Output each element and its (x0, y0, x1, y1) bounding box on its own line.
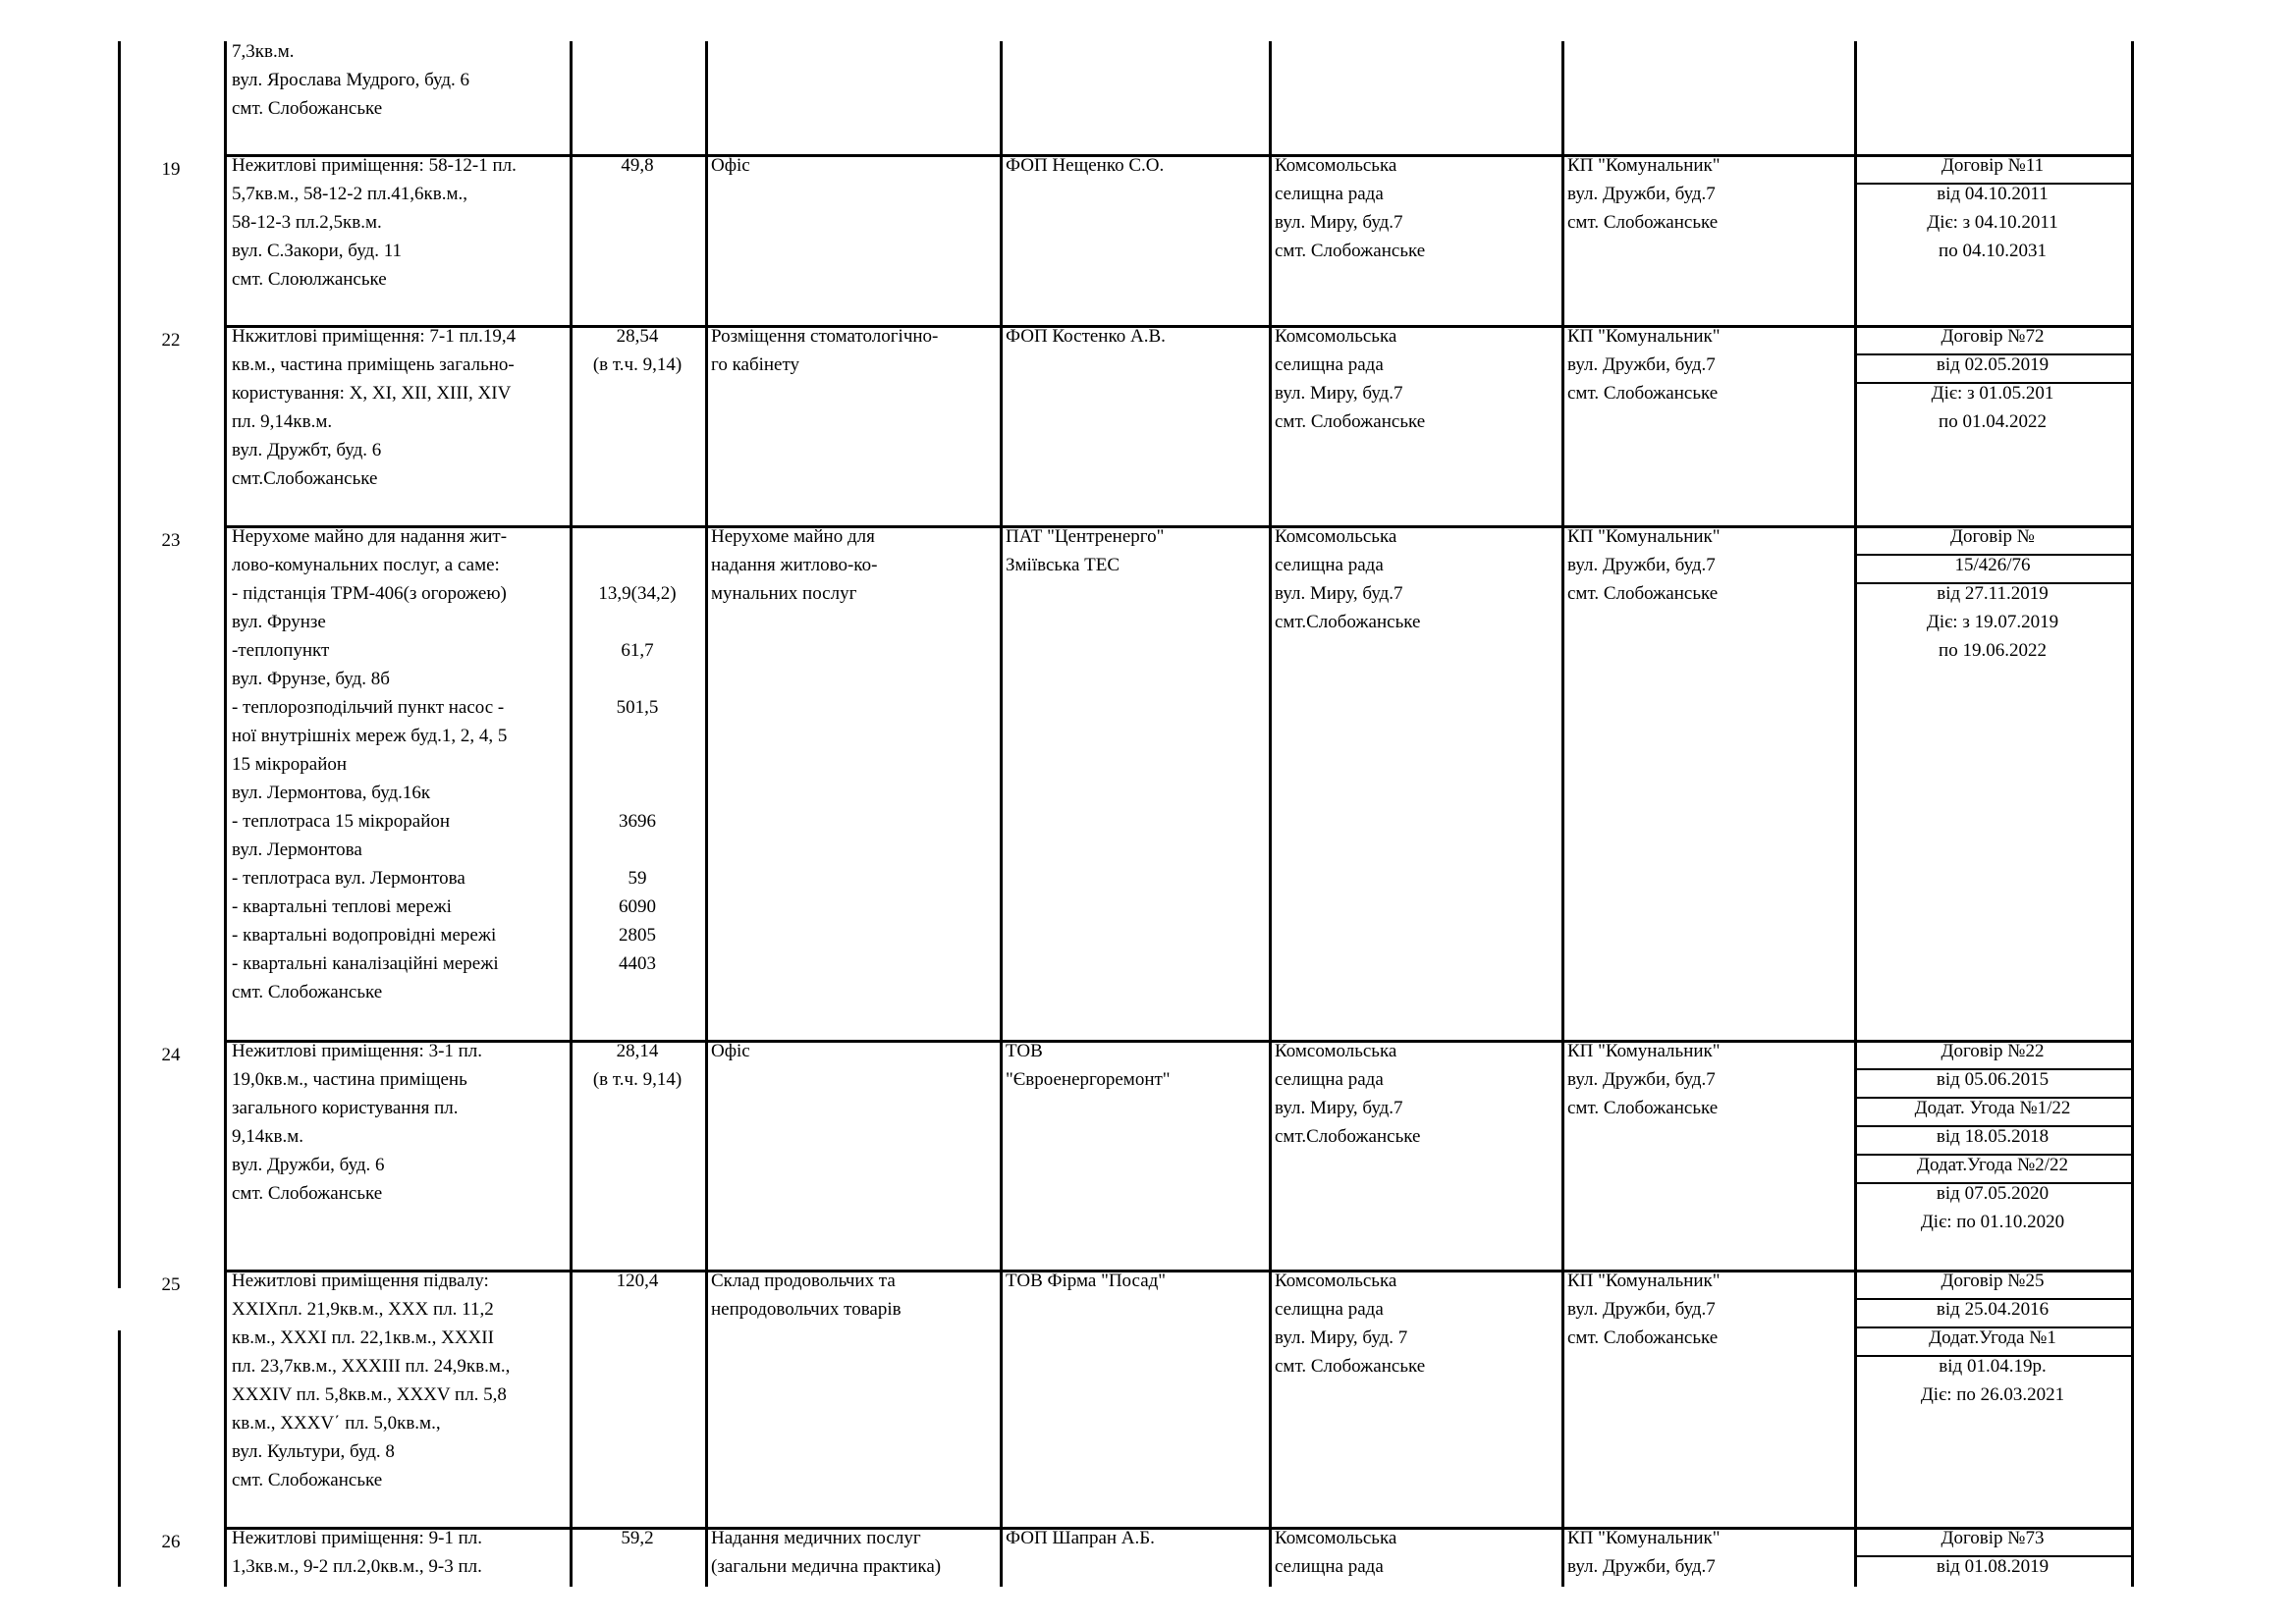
object-description: вул. Лермонтова (232, 839, 362, 860)
area-value: 6090 (619, 896, 656, 917)
balance-holder-text: смт. Слобожанське (1567, 1098, 1719, 1118)
object-description: вул. С.Закори, буд. 11 (232, 241, 402, 261)
owner-text: селищна рада (1275, 555, 1384, 575)
owner-text: Комсомольська (1275, 326, 1397, 347)
object-description: загального користування пл. (232, 1098, 459, 1118)
contract-text: від 27.11.2019 (1937, 583, 2049, 604)
balance-holder-text: КП "Комунальник" (1567, 326, 1721, 347)
tenant-name: Зміївська ТЕС (1006, 555, 1121, 575)
row-number: 23 (161, 530, 181, 551)
owner-text: вул. Миру, буд. 7 (1275, 1327, 1408, 1348)
object-description: - квартальні теплові мережі (232, 896, 452, 917)
area-value: 2805 (619, 925, 656, 946)
owner-text: смт. Слобожанське (1275, 241, 1426, 261)
balance-holder-text: вул. Дружби, буд.7 (1567, 555, 1716, 575)
object-description: пл. 9,14кв.м. (232, 411, 333, 432)
balance-holder-text: смт. Слобожанське (1567, 383, 1719, 404)
contract-text: від 01.08.2019 (1936, 1556, 2050, 1577)
contract-text: Договір № (1950, 526, 2035, 547)
contract-text: Договір №73 (1941, 1528, 2045, 1548)
contract-text: Діє: по 01.10.2020 (1920, 1212, 2065, 1232)
row-number: 22 (161, 330, 181, 351)
purpose-text: непродовольчих товарів (711, 1299, 902, 1320)
object-description: смт.Слобожанське (232, 468, 378, 489)
object-description: - квартальні каналізаційні мережі (232, 953, 499, 974)
column-divider (1269, 41, 1272, 1587)
owner-text: Комсомольська (1275, 155, 1397, 176)
owner-text: селищна рада (1275, 1069, 1384, 1090)
balance-holder-text: КП "Комунальник" (1567, 1528, 1721, 1548)
object-description: 7,3кв.м. (232, 41, 295, 62)
tenant-name: ФОП Нещенко С.О. (1006, 155, 1165, 176)
purpose-text: Склад продовольчих та (711, 1271, 896, 1291)
owner-text: вул. Миру, буд.7 (1275, 212, 1403, 233)
area-value: 120,4 (616, 1271, 659, 1291)
object-description: Нежитлові приміщення підвалу: (232, 1271, 489, 1291)
tenant-name: ФОП Костенко А.В. (1006, 326, 1166, 347)
balance-holder-text: вул. Дружби, буд.7 (1567, 354, 1716, 375)
area-value: 28,54 (616, 326, 659, 347)
object-description: смт. Слобожанське (232, 98, 383, 119)
object-description: вул. Дружбт, буд. 6 (232, 440, 382, 460)
contract-text: Додат.Угода №1 (1929, 1327, 2056, 1348)
owner-text: смт.Слобожанське (1275, 1126, 1421, 1147)
object-description: 1,3кв.м., 9-2 пл.2,0кв.м., 9-3 пл. (232, 1556, 482, 1577)
object-description: вул. Лермонтова, буд.16к (232, 783, 431, 803)
contract-text: Діє: з 04.10.2011 (1927, 212, 2058, 233)
area-value: 61,7 (621, 640, 654, 661)
area-value: 59,2 (621, 1528, 654, 1548)
contract-text: від 01.04.19р. (1939, 1356, 2047, 1377)
balance-holder-text: КП "Комунальник" (1567, 1271, 1721, 1291)
contract-text: від 04.10.2011 (1937, 184, 2049, 204)
tenant-name: ТОВ Фірма "Посад" (1006, 1271, 1167, 1291)
owner-text: селищна рада (1275, 184, 1384, 204)
owner-text: смт.Слобожанське (1275, 612, 1421, 632)
object-description: вул. Ярослава Мудрого, буд. 6 (232, 70, 469, 90)
contract-text: від 18.05.2018 (1936, 1126, 2050, 1147)
object-description: вул. Культури, буд. 8 (232, 1441, 395, 1462)
purpose-text: мунальних послуг (711, 583, 857, 604)
contract-text: 15/426/76 (1954, 555, 2031, 575)
row-number: 25 (161, 1274, 181, 1295)
contract-text: Діє: з 19.07.2019 (1926, 612, 2059, 632)
object-description: Нежитлові приміщення: 9-1 пл. (232, 1528, 483, 1548)
contract-text: по 19.06.2022 (1939, 640, 2047, 661)
area-value: 3696 (619, 811, 656, 832)
owner-text: Комсомольська (1275, 1271, 1397, 1291)
contract-text: Діє: по 26.03.2021 (1920, 1384, 2065, 1405)
balance-holder-text: КП "Комунальник" (1567, 155, 1721, 176)
tenant-name: ПАТ "Центренерго" (1006, 526, 1165, 547)
object-description: вул. Фрунзе (232, 612, 326, 632)
contract-text: Договір №72 (1941, 326, 2045, 347)
object-description: 5,7кв.м., 58-12-2 пл.41,6кв.м., (232, 184, 468, 204)
object-description: ХХІХпл. 21,9кв.м., ХХХ пл. 11,2 (232, 1299, 494, 1320)
contract-text: Додат.Угода №2/22 (1917, 1155, 2068, 1175)
purpose-text: Надання медичних послуг (711, 1528, 921, 1548)
object-description: вул. Фрунзе, буд. 8б (232, 669, 390, 689)
object-description: 9,14кв.м. (232, 1126, 303, 1147)
owner-text: смт. Слобожанське (1275, 1356, 1426, 1377)
object-description: 19,0кв.м., частина приміщень (232, 1069, 467, 1090)
balance-holder-text: смт. Слобожанське (1567, 583, 1719, 604)
contract-text: Додат. Угода №1/22 (1914, 1098, 2071, 1118)
object-description: - підстанція ТРМ-406(з огорожею) (232, 583, 507, 604)
contract-text: від 05.06.2015 (1936, 1069, 2050, 1090)
object-description: 58-12-3 пл.2,5кв.м. (232, 212, 382, 233)
object-description: -теплопункт (232, 640, 330, 661)
purpose-text: Нерухоме майно для (711, 526, 875, 547)
object-description: смт. Слобожанське (232, 1470, 383, 1490)
balance-holder-text: вул. Дружби, буд.7 (1567, 1556, 1716, 1577)
column-divider (1561, 41, 1564, 1587)
object-description: Нежитлові приміщення: 58-12-1 пл. (232, 155, 517, 176)
contract-text: Договір №22 (1941, 1041, 2045, 1061)
object-description: - теплотраса вул. Лермонтова (232, 868, 465, 889)
object-description: - теплорозподільчий пункт насос - (232, 697, 505, 718)
area-value: (в т.ч. 9,14) (592, 1069, 683, 1090)
balance-holder-text: вул. Дружби, буд.7 (1567, 184, 1716, 204)
purpose-text: го кабінету (711, 354, 800, 375)
contract-text: Договір №11 (1941, 155, 2045, 176)
row-number: 19 (161, 159, 181, 180)
purpose-text: надання житлово-ко- (711, 555, 878, 575)
column-divider (705, 41, 708, 1587)
object-description: - теплотраса 15 мікрорайон (232, 811, 451, 832)
owner-text: вул. Миру, буд.7 (1275, 583, 1403, 604)
object-description: користування: Х, ХІ, ХІІ, ХІІІ, ХІV (232, 383, 512, 404)
object-description: Нерухоме майно для надання жит- (232, 526, 508, 547)
object-description: кв.м., частина приміщень загально- (232, 354, 515, 375)
object-description: смт. Слобожанське (232, 1183, 383, 1204)
owner-text: смт. Слобожанське (1275, 411, 1426, 432)
object-description: смт. Слоюлжанське (232, 269, 387, 290)
tenant-name: "Євроенергоремонт" (1006, 1069, 1171, 1090)
area-value: 59 (628, 868, 647, 889)
owner-text: Комсомольська (1275, 526, 1397, 547)
purpose-text: Офіс (711, 1041, 750, 1061)
owner-text: селищна рада (1275, 1556, 1384, 1577)
row-divider (224, 1270, 2134, 1272)
contract-text: Договір №25 (1941, 1271, 2045, 1291)
column-divider (2131, 41, 2134, 1587)
row-divider (224, 1040, 2134, 1043)
table-border-left (118, 41, 121, 1288)
owner-text: Комсомольська (1275, 1528, 1397, 1548)
object-description: лово-комунальних послуг, а саме: (232, 555, 500, 575)
contract-text: Діє: з 01.05.201 (1931, 383, 2054, 404)
contract-text: від 07.05.2020 (1936, 1183, 2050, 1204)
object-description: кв.м., ХХХІ пл. 22,1кв.м., ХХХІІ (232, 1327, 494, 1348)
balance-holder-text: КП "Комунальник" (1567, 1041, 1721, 1061)
object-description: ХХХІV пл. 5,8кв.м., ХХХV пл. 5,8 (232, 1384, 507, 1405)
area-value: (в т.ч. 9,14) (592, 354, 683, 375)
contract-text: по 01.04.2022 (1939, 411, 2047, 432)
owner-text: селищна рада (1275, 354, 1384, 375)
object-description: Нежитлові приміщення: 3-1 пл. (232, 1041, 483, 1061)
purpose-text: Розміщення стоматологічно- (711, 326, 939, 347)
balance-holder-text: смт. Слобожанське (1567, 1327, 1719, 1348)
area-value: 49,8 (621, 155, 654, 176)
owner-text: Комсомольська (1275, 1041, 1397, 1061)
balance-holder-text: вул. Дружби, буд.7 (1567, 1069, 1716, 1090)
tenant-name: ФОП Шапран А.Б. (1006, 1528, 1155, 1548)
object-description: смт. Слобожанське (232, 982, 383, 1002)
balance-holder-text: КП "Комунальник" (1567, 526, 1721, 547)
row-number: 26 (161, 1532, 181, 1552)
object-description: ної внутрішніх мереж буд.1, 2, 4, 5 (232, 726, 508, 746)
purpose-text: (загальни медична практика) (711, 1556, 942, 1577)
object-description: Нкжитлові приміщення: 7-1 пл.19,4 (232, 326, 517, 347)
owner-text: вул. Миру, буд.7 (1275, 383, 1403, 404)
owner-text: вул. Миру, буд.7 (1275, 1098, 1403, 1118)
area-value: 28,14 (616, 1041, 659, 1061)
object-description: пл. 23,7кв.м., ХХХІІІ пл. 24,9кв.м., (232, 1356, 511, 1377)
object-description: - квартальні водопровідні мережі (232, 925, 497, 946)
area-value: 13,9(34,2) (598, 583, 677, 604)
object-description: вул. Дружби, буд. 6 (232, 1155, 385, 1175)
column-divider (224, 41, 227, 1587)
contract-text: від 02.05.2019 (1936, 354, 2050, 375)
balance-holder-text: вул. Дружби, буд.7 (1567, 1299, 1716, 1320)
balance-holder-text: смт. Слобожанське (1567, 212, 1719, 233)
tenant-name: ТОВ (1006, 1041, 1043, 1061)
row-divider (224, 525, 2134, 528)
row-divider (224, 1527, 2134, 1530)
contract-text: від 25.04.2016 (1936, 1299, 2050, 1320)
contract-text: по 04.10.2031 (1939, 241, 2047, 261)
area-value: 4403 (619, 953, 656, 974)
area-value: 501,5 (616, 697, 659, 718)
column-divider (1000, 41, 1003, 1587)
owner-text: селищна рада (1275, 1299, 1384, 1320)
object-description: 15 мікрорайон (232, 754, 348, 775)
object-description: кв.м., ХХХV΄ пл. 5,0кв.м., (232, 1413, 441, 1434)
purpose-text: Офіс (711, 155, 750, 176)
row-number: 24 (161, 1045, 181, 1065)
